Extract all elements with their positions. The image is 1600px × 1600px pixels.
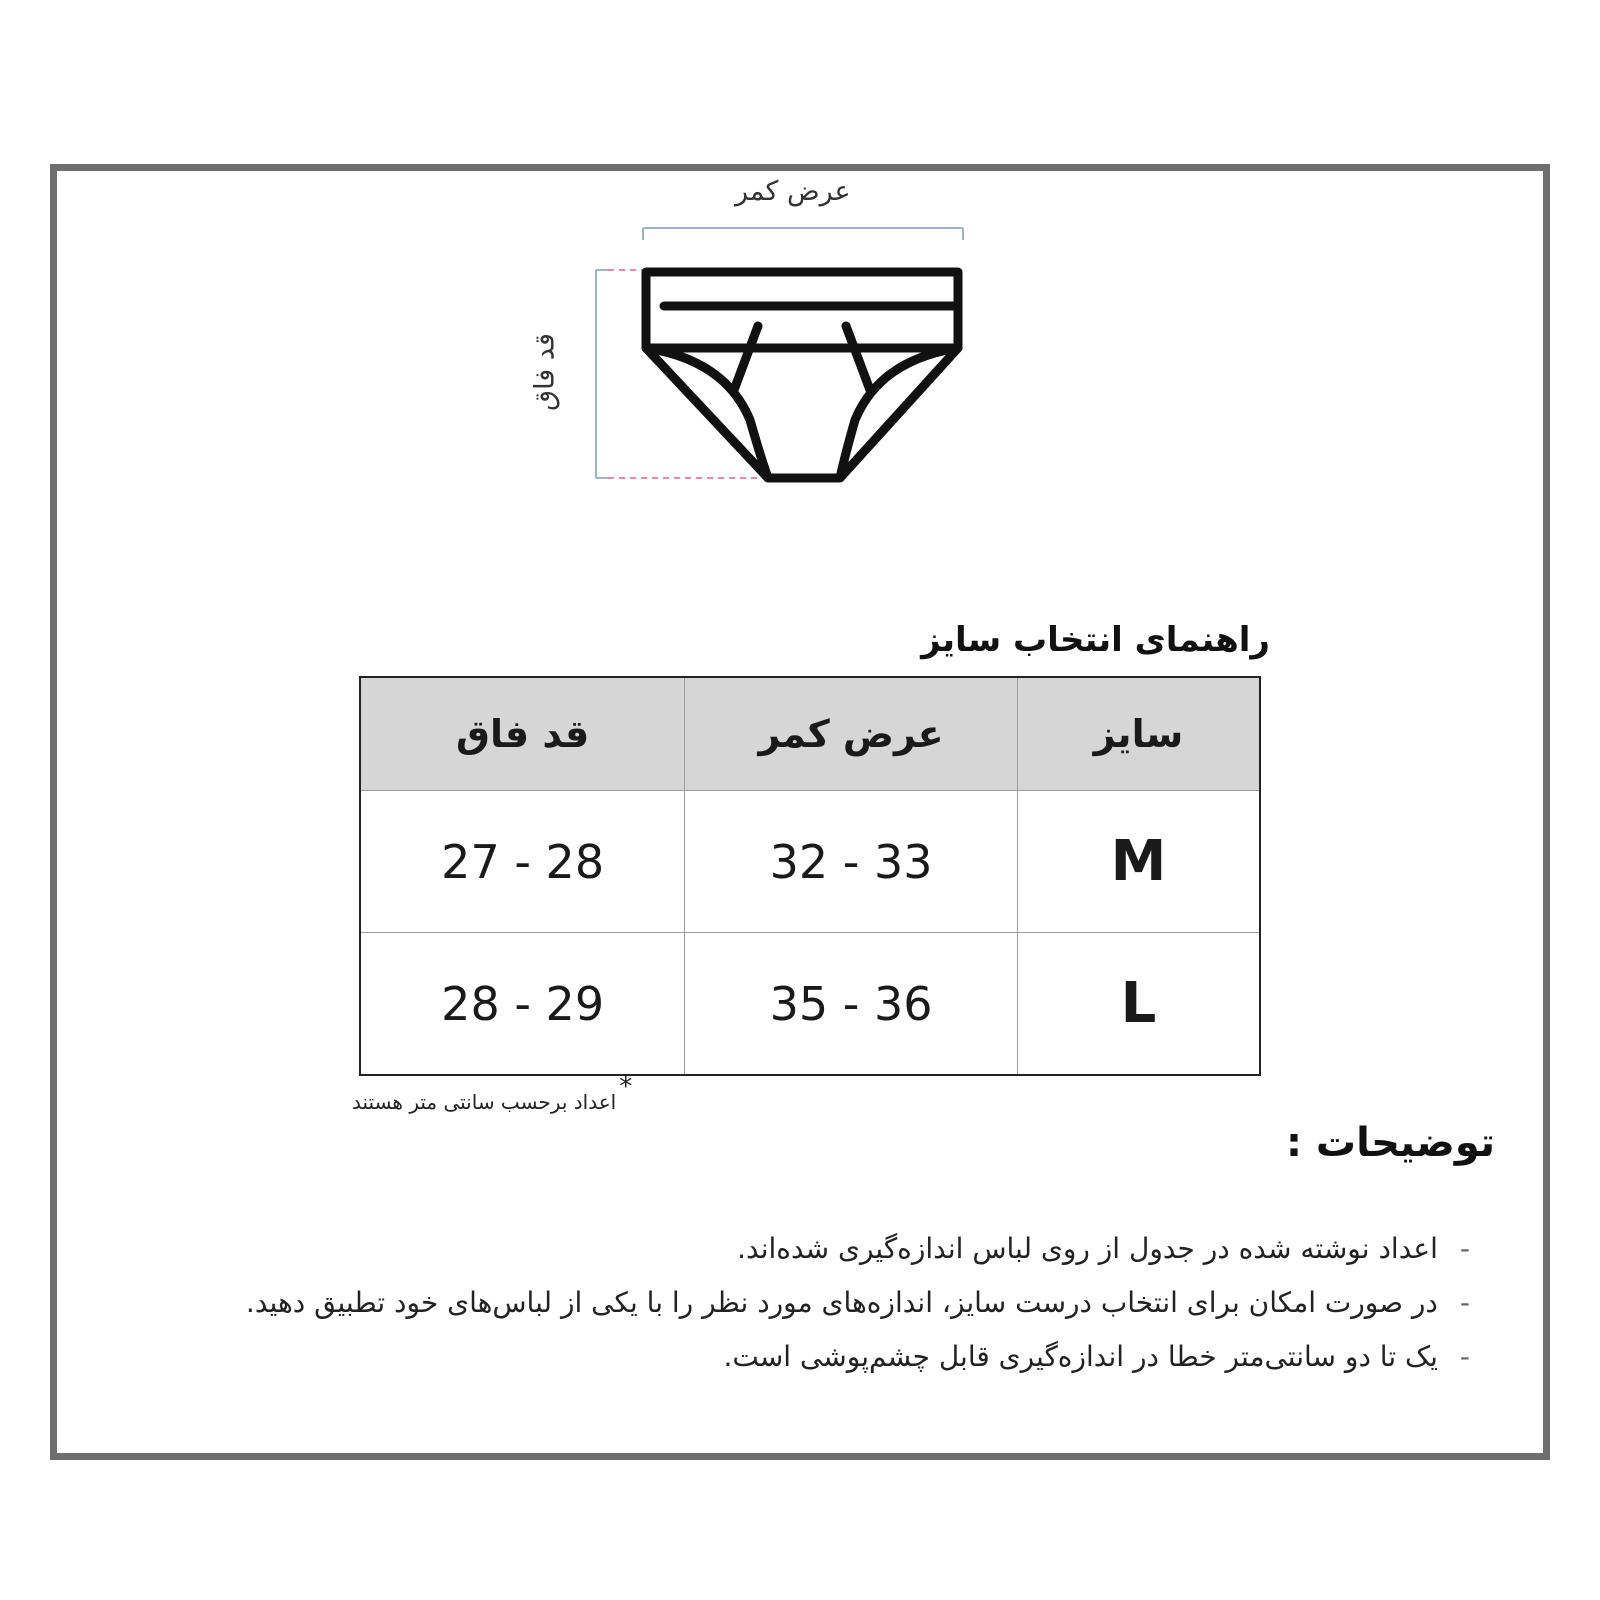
header-waist: عرض کمر	[685, 677, 1018, 791]
table-row	[360, 791, 1260, 933]
header-rise: قد فاق	[360, 677, 685, 791]
waist-value: 32 - 33	[685, 791, 1018, 933]
size-value: L	[1017, 933, 1260, 1076]
rise-value: 28 - 29	[360, 933, 685, 1076]
size-table	[359, 676, 1261, 1076]
header-size: سایز	[1017, 677, 1260, 791]
garment-diagram	[0, 0, 1600, 520]
list-item: - اعداد نوشته شده در جدول از روی لباس اندازه‌گیری شده‌اند.	[246, 1222, 1470, 1276]
rise-value: 27 - 28	[360, 791, 685, 933]
briefs-illustration	[0, 0, 1600, 520]
table-header-row	[360, 677, 1260, 791]
briefs-outline	[646, 272, 958, 478]
notes-list	[246, 1222, 1470, 1384]
table-row	[360, 933, 1260, 1076]
units-footnote	[352, 1072, 633, 1114]
rise-guide	[596, 270, 775, 478]
list-item: - در صورت امکان برای انتخاب درست سایز، اندازه‌های مورد نظر را با یکی از لباس‌های خود تطبیق دهید.	[246, 1276, 1470, 1330]
waist-value: 35 - 36	[685, 933, 1018, 1076]
list-item: - یک تا دو سانتی‌متر خطا در اندازه‌گیری قابل چشم‌پوشی است.	[246, 1330, 1470, 1384]
waist-width-guide	[643, 228, 963, 240]
waist-width-label: عرض کمر	[735, 176, 851, 207]
rise-label: قد فاق	[529, 333, 561, 411]
size-guide-title: راهنمای انتخاب سایز	[921, 620, 1270, 660]
notes-title: توضیحات :	[1285, 1120, 1495, 1166]
footnote-text: اعداد برحسب سانتی متر هستند	[352, 1090, 617, 1114]
size-value: M	[1017, 791, 1260, 933]
footnote-asterisk: *	[619, 1072, 633, 1102]
